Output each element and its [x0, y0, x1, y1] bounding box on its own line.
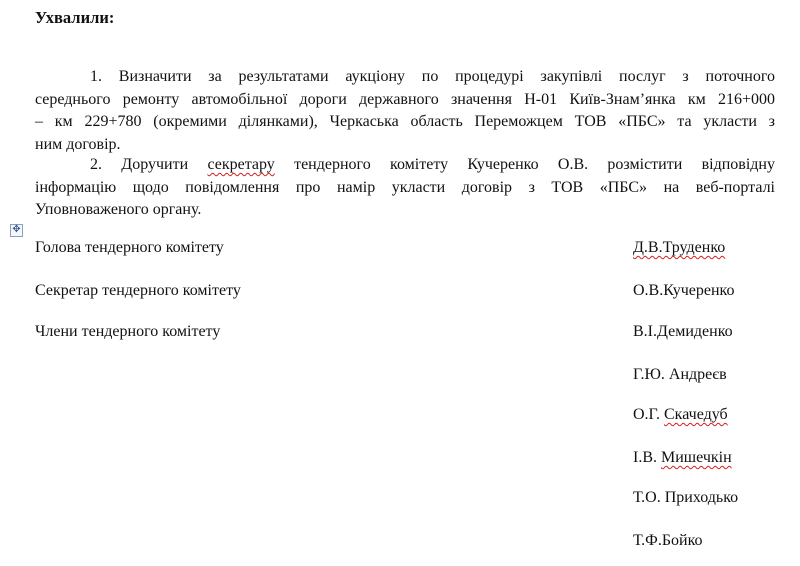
signature-name	[633, 405, 728, 425]
p2-end: тендерного комітету Кучеренко О.В. розмістити відповідну	[274, 156, 775, 173]
name-part: О.Г.	[633, 406, 664, 423]
paragraph-1-line: 1. Визначити за результатами аукціону по процедурі закупівлі послуг з поточного	[90, 68, 775, 85]
paragraph-2-line: інформацію щодо повідомлення про намір укласти договір з ТОВ «ПБС» на веб-порталі	[35, 179, 775, 196]
signature-label: Голова тендерного комітету	[35, 239, 224, 256]
signature-name: Д.В.Труденко	[633, 239, 726, 256]
spellcheck-flagged-word[interactable]: секретару	[207, 156, 275, 173]
p2-start: 2. Доручити	[90, 156, 208, 173]
spellcheck-flagged-word[interactable]: Мишечкін	[661, 449, 732, 466]
signature-name: В.І.Демиденко	[633, 323, 733, 340]
move-arrows-icon[interactable]: ✥	[10, 224, 23, 237]
paragraph-1-line: середнього ремонту автомобільної дороги державного значення Н-01 Київ-Знам’янка км 216+000	[35, 91, 775, 108]
paragraph-1-line: – км 229+780 (окремими ділянками), Черкаська область Переможцем ТОВ «ПБС» та укласти з	[35, 113, 775, 130]
spellcheck-flagged-word[interactable]: Скачедуб	[664, 406, 728, 423]
paragraph-2-line: Уповноваженого органу.	[35, 201, 202, 218]
signature-label: Члени тендерного комітету	[35, 323, 221, 340]
signature-name: Г.Ю. Андреєв	[633, 366, 727, 383]
signature-name: Т.О. Приходько	[633, 489, 739, 506]
paragraph-1-line: ним договір.	[35, 136, 121, 153]
signature-name: О.В.Кучеренко	[633, 282, 735, 299]
signature-name: Т.Ф.Бойко	[633, 532, 703, 549]
heading: Ухвалили:	[35, 8, 115, 27]
signature-name	[633, 448, 732, 468]
name-part: І.В.	[633, 449, 661, 466]
signature-label: Секретар тендерного комітету	[35, 282, 241, 299]
paragraph-2-line	[90, 155, 775, 175]
